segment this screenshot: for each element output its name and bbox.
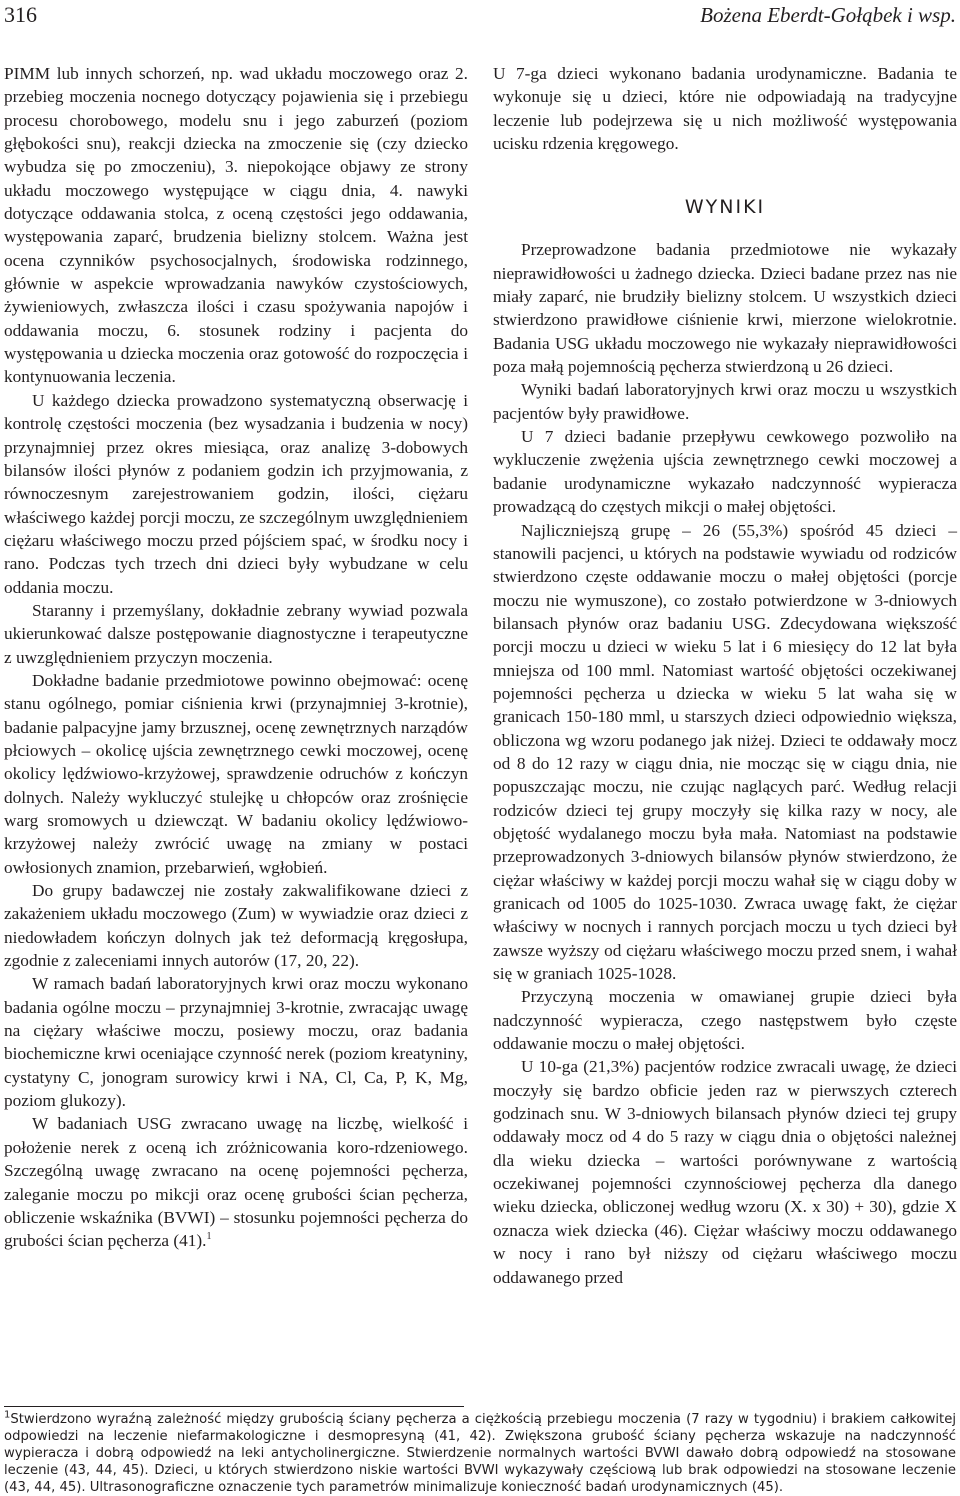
paragraph: Staranny i przemyślany, dokładnie zebrany wywiad pozwala ukierunkować dalsze postępowanie diagnostyczne i terapeutyczne z uwzględnieniem przyczyn moczenia. — [4, 600, 468, 667]
page-number: 316 — [4, 2, 37, 27]
footnote-text: Stwierdzono wyraźną zależność między grubością ściany pęcherza a ciężkością przebiegu moczenia (7 razy w tygodniu) i brakiem całkowitej odpowiedzi na leczenie niefarmakologiczne i desmopresyną (41, 42). Zwiększona grubość ściany pęcherza wskazuje na nadczynność wypieracza i dobrą odpowiedź na leki antycholinergiczne. Stwierdzenie normalnych wartości BVWI dawało dobrą odpowiedź na stosowane leczenie (43, 44, 45). Dzieci, u których stwierdzono niskie wartości BVWI wykazywały częściową lub brak odpowiedzi na stosowane leczenie (43, 44, 45). Ultrasonograficzne oznaczenie tych parametrów minimalizuje konieczność badań urodynamicznych (45). — [4, 1412, 956, 1495]
paragraph: Przyczyną moczenia w omawianej grupie dzieci była nadczynność wypieracza, czego następstwem było częste oddawanie moczu o małej objętości. — [493, 987, 957, 1054]
paragraph-with-footnote — [4, 1112, 468, 1252]
paragraph: U każdego dziecka prowadzono systematyczną obserwację i kontrolę częstości moczenia (bez wysadzania i budzenia w nocy) przynajmniej przez okres miesiąca, oraz analizę 3-dobowych bilansów ilości płynów z podaniem godzin ich przyjmowania, z równoczesnym zarejestrowaniem godzin, ilości, ciężaru właściwego każdej porcji moczu, ze szczególnym uwzględnieniem ciężaru właściwego moczu przed pójściem spać, w środku nocy i rano. Podczas tych trzech dni dzieci były wybudzane w celu oddania moczu. — [4, 390, 468, 597]
section-heading: WYNIKI — [684, 196, 766, 219]
running-header-authors: Bożena Eberdt-Gołąbek i wsp. — [700, 3, 956, 27]
paragraph: Dokładne badanie przedmiotowe powinno obejmować: ocenę stanu ogólnego, pomiar ciśnienia krwi (przynajmniej 3-krotnie), badanie palpacyjne jamy brzusznej, ocenę zewnętrznych narządów płciowych – okolicę ujścia zewnętrznego cewki moczowej, ocenę okolicy lędźwiowo-krzyżowej, sprawdzenie odruchów z kończyn dolnych. Należy wykluczyć stulejkę u chłopców oraz zrośnięcie warg sromowych u dziewcząt. W badaniu okolicy lędźwiowo-krzyżowej należy zwrócić uwagę na zmiany w postaci owłosionych znamion, przebarwień, wgłobień. — [4, 670, 468, 877]
paragraph: U 7-ga dzieci wykonano badania urodynamiczne. Badania te wykonuje się u dzieci, które nie odpowiadają na tradycyjne leczenie lub podejrzewa się u nich możliwość występowania ucisku rdzenia kręgowego. — [493, 64, 957, 154]
paragraph: U 10-ga (21,3%) pacjentów rodzice zwracali uwagę, że dzieci moczyły się bardzo obficie jeden raz w pierwszych czterech godzinach snu. W 3-dniowych bilansach płynów dzieci tej grupy oddawały mocz od 4 do 5 razy w ciągu dnia o objętości należnej dla wieku dziecka – wartości porównywane z wartością oczekiwanej pojemności czynnościowej pęcherza dla danego wieku dziecka, obliczonej według wzoru (X. x 30) + 30), gdzie X oznacza wiek dziecka (46). Ciężar właściwy moczu oddawanego w nocy i rano był niższy od ciężaru właściwego moczu oddawanego przed — [493, 1057, 957, 1287]
paragraph: Najliczniejszą grupę – 26 (55,3%) spośród 45 dzieci – stanowili pacjenci, u których na podstawie wywiadu od rodziców stwierdzono częste oddawanie moczu o małej objętości (porcje moczu nie wymuszone), co zostało potwierdzone w 3-dniowych bilansach płynów oraz badaniu USG. Zdecydowana większość porcji moczu u dzieci w wieku 5 lat i 6 miesięcy do 12 lat była mniejsza od 100 mml. Natomiast wartość objętości oczekiwanej pojemności pęcherza u dziecka w wieku 5 lat waha się w granicach 150-180 mml, u starszych dzieci odpowiednio większa, obliczona wg wzoru podanego jak niżej. Dzieci te oddawały mocz od 8 do 12 razy w ciągu dnia, nie mocząc się w ciągu dnia, nie popuszczając moczu, nie czując naglących parć. Według relacji rodziców dzieci tej grupy moczyły się kilka razy w nocy, ale objętość wydalanego moczu była mała. Natomiast na podstawie przeprowadzonych 3-dniowych bilansów płynów stwierdzono, że ciężar właściwy w każdej porcji moczu wahał się w ciągu doby w granicach od 1005 do 1025-1030. Zwraca uwagę fakt, że ciężar właściwy w nocnych i rannych porcjach moczu u tych dzieci był zawsze wyższy od ciężaru właściwego moczu przed snem, i wahał się w graniach 1025-1028. — [493, 520, 957, 984]
footnote — [4, 1411, 956, 1496]
right-column — [493, 62, 957, 1289]
paragraph: PIMM lub innych schorzeń, np. wad układu moczowego oraz 2. przebieg moczenia nocnego dotyczący pojawienia się i przebiegu procesu chorobowego, modelu snu i jego zaburzeń (poziom głębokości snu), reakcji dziecka na zmoczenie się (czy dziecko wybudza się po zmoczeniu), 3. niepokojące objawy ze strony układu moczowego występujące w ciągu dnia, 4. nawyki dotyczące oddawania stolca, z oceną częstości jego oddawania, występowania zaparć, brudzenia bielizny stolcem. Ważna jest ocena czynników psychosocjalnych, środowiska rodzinnego, głównie w aspekcie wprowadzania nawyków czystościowych, żywieniowych, zwłaszcza ilości i czasu spożywania napojów i oddawania moczu, 6. stosunek rodziny i pacjenta do występowania u dziecka moczenia oraz gotowość do rozpoczęcia i kontynuowania leczenia. — [4, 64, 468, 387]
paragraph: Wyniki badań laboratoryjnych krwi oraz moczu u wszystkich pacjentów były prawidłowe. — [493, 380, 957, 423]
paragraph: U 7 dzieci badanie przepływu cewkowego pozwoliło na wykluczenie zwężenia ujścia zewnętrznego cewki moczowej a badanie urodynamiczne wykazało nadczynność wypieracza prowadzącą do częstych mikcji o małej objętości. — [493, 427, 957, 517]
paragraph: W ramach badań laboratoryjnych krwi oraz moczu wykonano badania ogólne moczu – przynajmniej 3-krotnie, zwracając uwagę na ciężary właściwe moczu, posiewy moczu, oraz badania biochemiczne krwi oceniające czynność nerek (poziom kreatyniny, cystatyny C, jonogram surowicy krwi i NA, Cl, Ca, P, K, Mg, poziom glukozy). — [4, 974, 468, 1111]
paragraph: Do grupy badawczej nie zostały zakwalifikowane dzieci z zakażeniem układu moczowego (Zum) w wywiadzie oraz dzieci z niedowładem kończyn dolnych jak też deformacją kręgosłupa, zgodnie z zaleceniami innych autorów (17, 20, 22). — [4, 881, 468, 971]
paragraph-text: W badaniach USG zwracano uwagę na liczbę, wielkość i położenie nerek z oceną ich zróżnicowania koro-rdzeniowego. Szczególną uwagę zwracano na ocenę pojemności pęcherza, zaleganie moczu po mikcji oraz ocenę grubości ścian pęcherza, obliczenie wskaźnika (BVWI) – stosunku pojemności pęcherza do grubości ścian pęcherza (41). — [4, 1114, 468, 1251]
footnote-divider — [4, 1406, 464, 1407]
footnote-marker[interactable]: 1 — [206, 1231, 212, 1243]
footnote-number: 1 — [4, 1409, 11, 1421]
left-column — [4, 62, 468, 1253]
paragraph: Przeprowadzone badania przedmiotowe nie wykazały nieprawidłowości u żadnego dziecka. Dzieci badane przez nas nie miały zaparć, nie brudziły bielizny stolcem. U wszystkich dzieci stwierdzono prawidłowe ciśnienie krwi, mierzone wielokrotnie. Badania USG układu moczowego nie wykazały nieprawidłowości poza małą pojemnością pęcherza stwierdzoną u 26 dzieci. — [493, 240, 957, 377]
